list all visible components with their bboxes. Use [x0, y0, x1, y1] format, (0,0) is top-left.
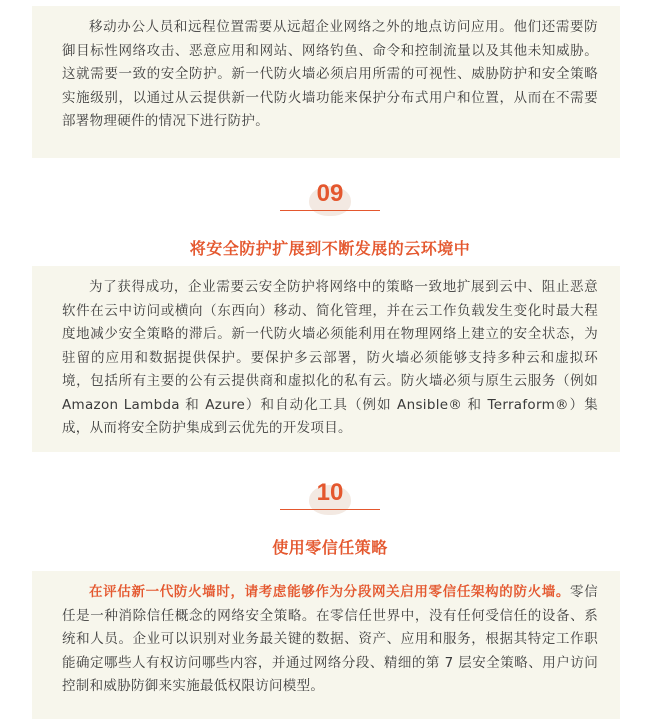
section-10-title: 使用零信任策略: [272, 538, 388, 557]
section-10-number: 10: [316, 479, 344, 506]
section-10-header: [0, 477, 660, 558]
section-10-paragraph: [62, 581, 598, 699]
section-9-number-badge: [280, 178, 380, 218]
section-8-panel: [32, 6, 620, 158]
section-10-body: 零信任是一种消除信任概念的网络安全策略。在零信任世界中，没有任何受信任的设备、系统和人员。企业可以识别对业务最关键的数据、资产、应用和服务，根据其特定工作职能确定哪些人有权访问哪些内容，并通过网络分段、精细的第 7 层安全策略、用户访问控制和威胁防御来实施最低权限访问模型。: [62, 584, 598, 694]
section-9-title: 将安全防护扩展到不断发展的云环境中: [189, 239, 471, 258]
number-underline: [280, 509, 380, 510]
section-9-number: 09: [316, 180, 344, 207]
section-9-paragraph: 为了获得成功，企业需要云安全防护将网络中的策略一致地扩展到云中、阻止恶意软件在云中访问或横向（东西向）移动、简化管理，并在云工作负载发生变化时最大程度地减少安全策略的滞后。新一代防火墙必须能利用在物理网络上建立的安全状态，为驻留的应用和数据提供保护。要保护多云部署，防火墙必须能够支持多种云和虚拟环境，包括所有主要的公有云提供商和虚拟化的私有云。防火墙必须与原生云服务（例如 Amazon Lambda 和 Azure）和自动化工具（例如 Ansible® 和 Terraform®）集成，从而将安全防护集成到云优先的开发项目。: [62, 279, 598, 436]
section-10-panel: [32, 571, 620, 719]
section-9-panel: [32, 266, 620, 452]
section-9-header: [0, 178, 660, 259]
number-underline: [280, 210, 380, 211]
section-10-highlight: 在评估新一代防火墙时，请考虑能够作为分段网关启用零信任架构的防火墙。: [89, 584, 571, 600]
section-8-paragraph: 移动办公人员和远程位置需要从远超企业网络之外的地点访问应用。他们还需要防御目标性网络攻击、恶意应用和网站、网络钓鱼、命令和控制流量以及其他未知威胁。这就需要一致的安全防护。新一代防火墙必须启用所需的可视性、威胁防护和安全策略实施级别，以通过从云提供新一代防火墙功能来保护分布式用户和位置，从而在不需要部署物理硬件的情况下进行防护。: [62, 19, 598, 129]
section-10-number-badge: [280, 477, 380, 517]
